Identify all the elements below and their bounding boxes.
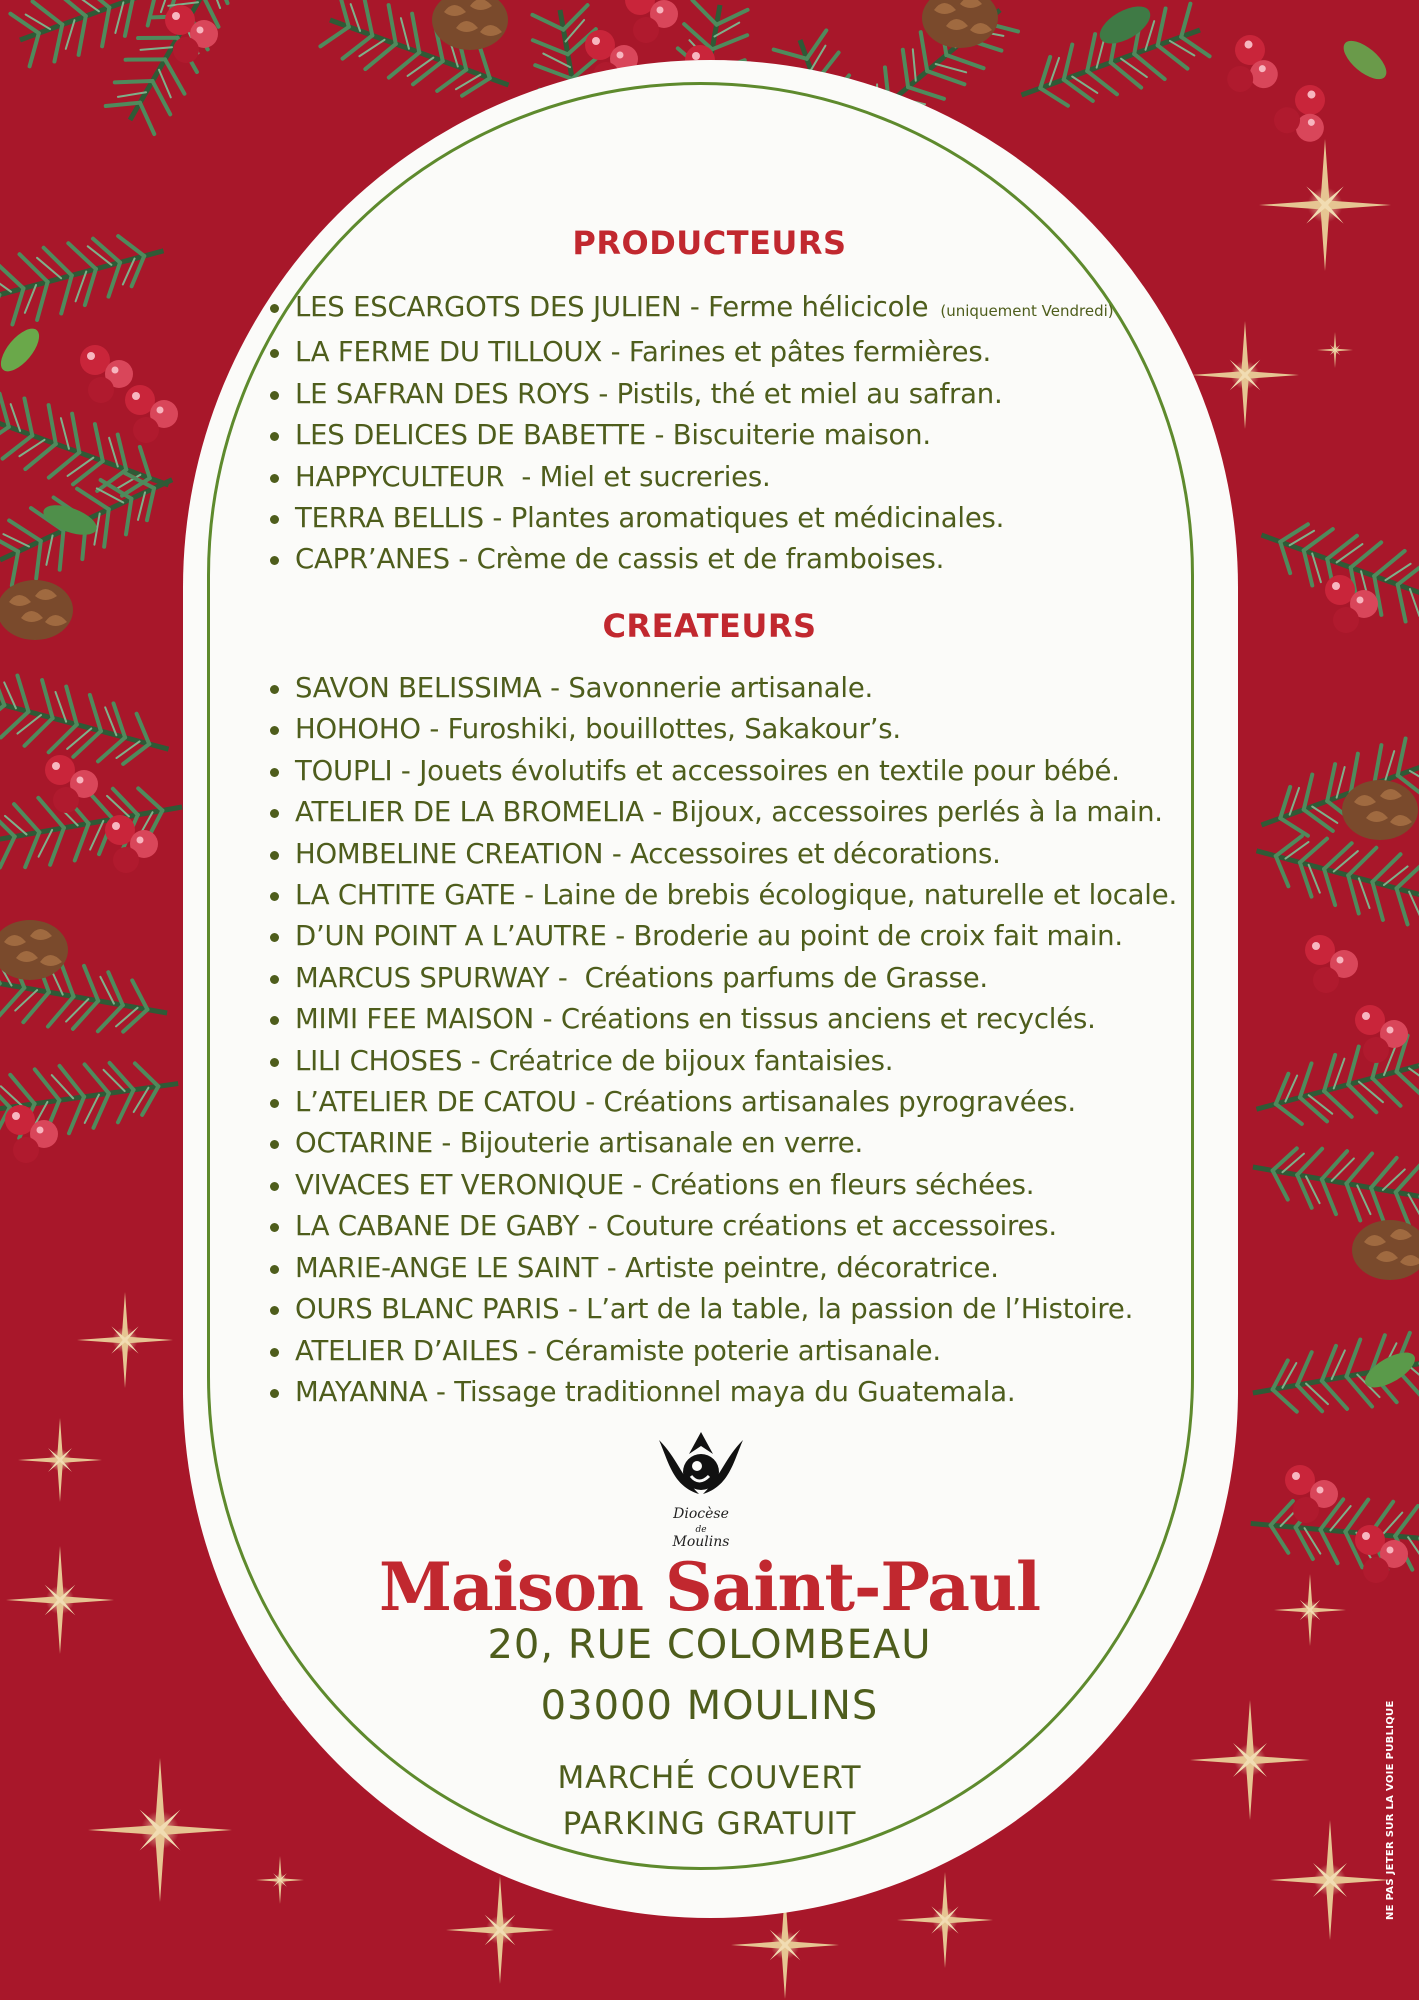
exhibitor-description: - Tissage traditionnel maya du Guatemala. bbox=[427, 1375, 1016, 1408]
list-item bbox=[295, 374, 1114, 415]
exhibitor-name: D’UN POINT A L’AUTRE bbox=[295, 920, 607, 953]
list-item bbox=[295, 709, 1177, 750]
list-item bbox=[295, 1041, 1177, 1082]
exhibitor-name: L’ATELIER DE CATOU bbox=[295, 1086, 577, 1119]
list-item bbox=[295, 1331, 1177, 1372]
list-item bbox=[295, 1082, 1177, 1123]
logo-text-line1: Diocèse bbox=[673, 1506, 729, 1522]
producteurs-heading: PRODUCTEURS bbox=[572, 224, 847, 262]
list-item bbox=[295, 1206, 1177, 1247]
list-item bbox=[295, 1165, 1177, 1206]
exhibitor-name: MAYANNA bbox=[295, 1375, 428, 1408]
exhibitor-description: - Ferme hélicicole bbox=[681, 291, 929, 323]
exhibitor-name: HOHOHO bbox=[295, 713, 421, 746]
exhibitor-description: - Accessoires et décorations. bbox=[603, 837, 1001, 870]
exhibitor-description: - Créations en fleurs séchées. bbox=[623, 1168, 1035, 1201]
list-item bbox=[295, 875, 1177, 916]
exhibitor-description: - Couture créations et accessoires. bbox=[579, 1210, 1057, 1243]
list-item bbox=[295, 1289, 1177, 1330]
exhibitor-description: - Plantes aromatiques et médicinales. bbox=[483, 502, 1005, 535]
list-item bbox=[295, 916, 1177, 957]
exhibitor-description: - Créations en tissus anciens et recyclés. bbox=[534, 1003, 1096, 1036]
exhibitor-name: MARCUS SPURWAY bbox=[295, 961, 550, 994]
exhibitor-name: LA CABANE DE GABY bbox=[295, 1210, 580, 1243]
extra-line-2: PARKING GRATUIT bbox=[562, 1806, 857, 1842]
exhibitor-name: LILI CHOSES bbox=[295, 1044, 463, 1077]
producteurs-list bbox=[295, 287, 1114, 581]
exhibitor-description: - Bijoux, accessoires perlés à la main. bbox=[643, 796, 1163, 829]
exhibitor-description: - Farines et pâtes fermières. bbox=[602, 336, 991, 369]
side-note: NE PAS JETER SUR LA VOIE PUBLIQUE bbox=[1385, 1700, 1396, 1920]
address-line-1: 20, RUE COLOMBEAU bbox=[487, 1622, 932, 1668]
extra-line-1: MARCHÉ COUVERT bbox=[557, 1760, 862, 1796]
list-item bbox=[295, 1372, 1177, 1413]
exhibitor-description: - Laine de brebis écologique, naturelle et locale. bbox=[515, 879, 1177, 912]
exhibitor-name: CAPR’ANES bbox=[295, 543, 450, 576]
exhibitor-description: - Créations parfums de Grasse. bbox=[549, 961, 988, 994]
createurs-list bbox=[295, 668, 1177, 1413]
exhibitor-description: - Pistils, thé et miel au safran. bbox=[589, 377, 1003, 410]
exhibitor-description: - Jouets évolutifs et accessoires en textile pour bébé. bbox=[392, 754, 1120, 787]
exhibitor-name: MIMI FEE MAISON bbox=[295, 1003, 535, 1036]
createurs-heading: CREATEURS bbox=[602, 607, 817, 645]
exhibitor-name: OURS BLANC PARIS bbox=[295, 1293, 560, 1326]
exhibitor-name: HAPPYCULTEUR bbox=[295, 460, 505, 493]
list-item bbox=[295, 751, 1177, 792]
exhibitor-description: - Céramiste poterie artisanale. bbox=[518, 1334, 941, 1367]
list-item bbox=[295, 834, 1177, 875]
exhibitor-description: - Furoshiki, bouillottes, Sakakour’s. bbox=[420, 713, 901, 746]
exhibitor-description: - Créations artisanales pyrogravées. bbox=[576, 1086, 1076, 1119]
exhibitor-name: ATELIER DE LA BROMELIA bbox=[295, 796, 644, 829]
list-item bbox=[295, 1248, 1177, 1289]
exhibitor-name: OCTARINE bbox=[295, 1127, 433, 1160]
list-item bbox=[295, 498, 1114, 539]
exhibitor-name: LES ESCARGOTS DES JULIEN bbox=[295, 291, 682, 323]
list-item bbox=[295, 668, 1177, 709]
exhibitor-name: LES DELICES DE BABETTE bbox=[295, 419, 646, 452]
exhibitor-name: SAVON BELISSIMA bbox=[295, 672, 542, 704]
exhibitor-name: LA CHTITE GATE bbox=[295, 879, 516, 912]
exhibitor-description: - Biscuiterie maison. bbox=[645, 419, 931, 452]
address-line-2: 03000 MOULINS bbox=[540, 1683, 879, 1729]
exhibitor-name: TOUPLI bbox=[295, 754, 393, 787]
exhibitor-description: - Crème de cassis et de framboises. bbox=[449, 543, 945, 576]
logo-text-line2: de bbox=[695, 1525, 707, 1535]
exhibitor-name: HOMBELINE CREATION bbox=[295, 837, 604, 870]
list-item bbox=[295, 287, 1114, 332]
logo-text-line3: Moulins bbox=[672, 1534, 730, 1550]
list-item bbox=[295, 792, 1177, 833]
exhibitor-description: - Créatrice de bijoux fantaisies. bbox=[462, 1044, 894, 1077]
list-item bbox=[295, 999, 1177, 1040]
exhibitor-description: - L’art de la table, la passion de l’Histoire. bbox=[559, 1293, 1134, 1326]
list-item bbox=[295, 415, 1114, 456]
exhibitor-name: LA FERME DU TILLOUX bbox=[295, 336, 603, 369]
diocese-logo bbox=[651, 1428, 751, 1553]
exhibitor-description: - Bijouterie artisanale en verre. bbox=[432, 1127, 864, 1160]
list-item bbox=[295, 1123, 1177, 1164]
exhibitor-name: ATELIER D’AILES bbox=[295, 1334, 519, 1367]
exhibitor-description: - Broderie au point de croix fait main. bbox=[606, 920, 1123, 953]
exhibitor-name: LE SAFRAN DES ROYS bbox=[295, 377, 590, 410]
venue-name: Maison Saint-Paul bbox=[378, 1548, 1041, 1626]
exhibitor-note: (uniquement Vendredi) bbox=[940, 302, 1114, 320]
exhibitor-name: MARIE-ANGE LE SAINT bbox=[295, 1251, 599, 1284]
exhibitor-name: TERRA BELLIS bbox=[295, 502, 484, 535]
list-item bbox=[295, 457, 1114, 498]
exhibitor-description: - Savonnerie artisanale. bbox=[541, 672, 874, 704]
list-item bbox=[295, 958, 1177, 999]
list-item bbox=[295, 539, 1114, 580]
exhibitor-description: - Miel et sucreries. bbox=[504, 460, 771, 493]
list-item bbox=[295, 332, 1114, 373]
exhibitor-description: - Artiste peintre, décoratrice. bbox=[598, 1251, 999, 1284]
exhibitor-name: VIVACES ET VERONIQUE bbox=[295, 1168, 624, 1201]
